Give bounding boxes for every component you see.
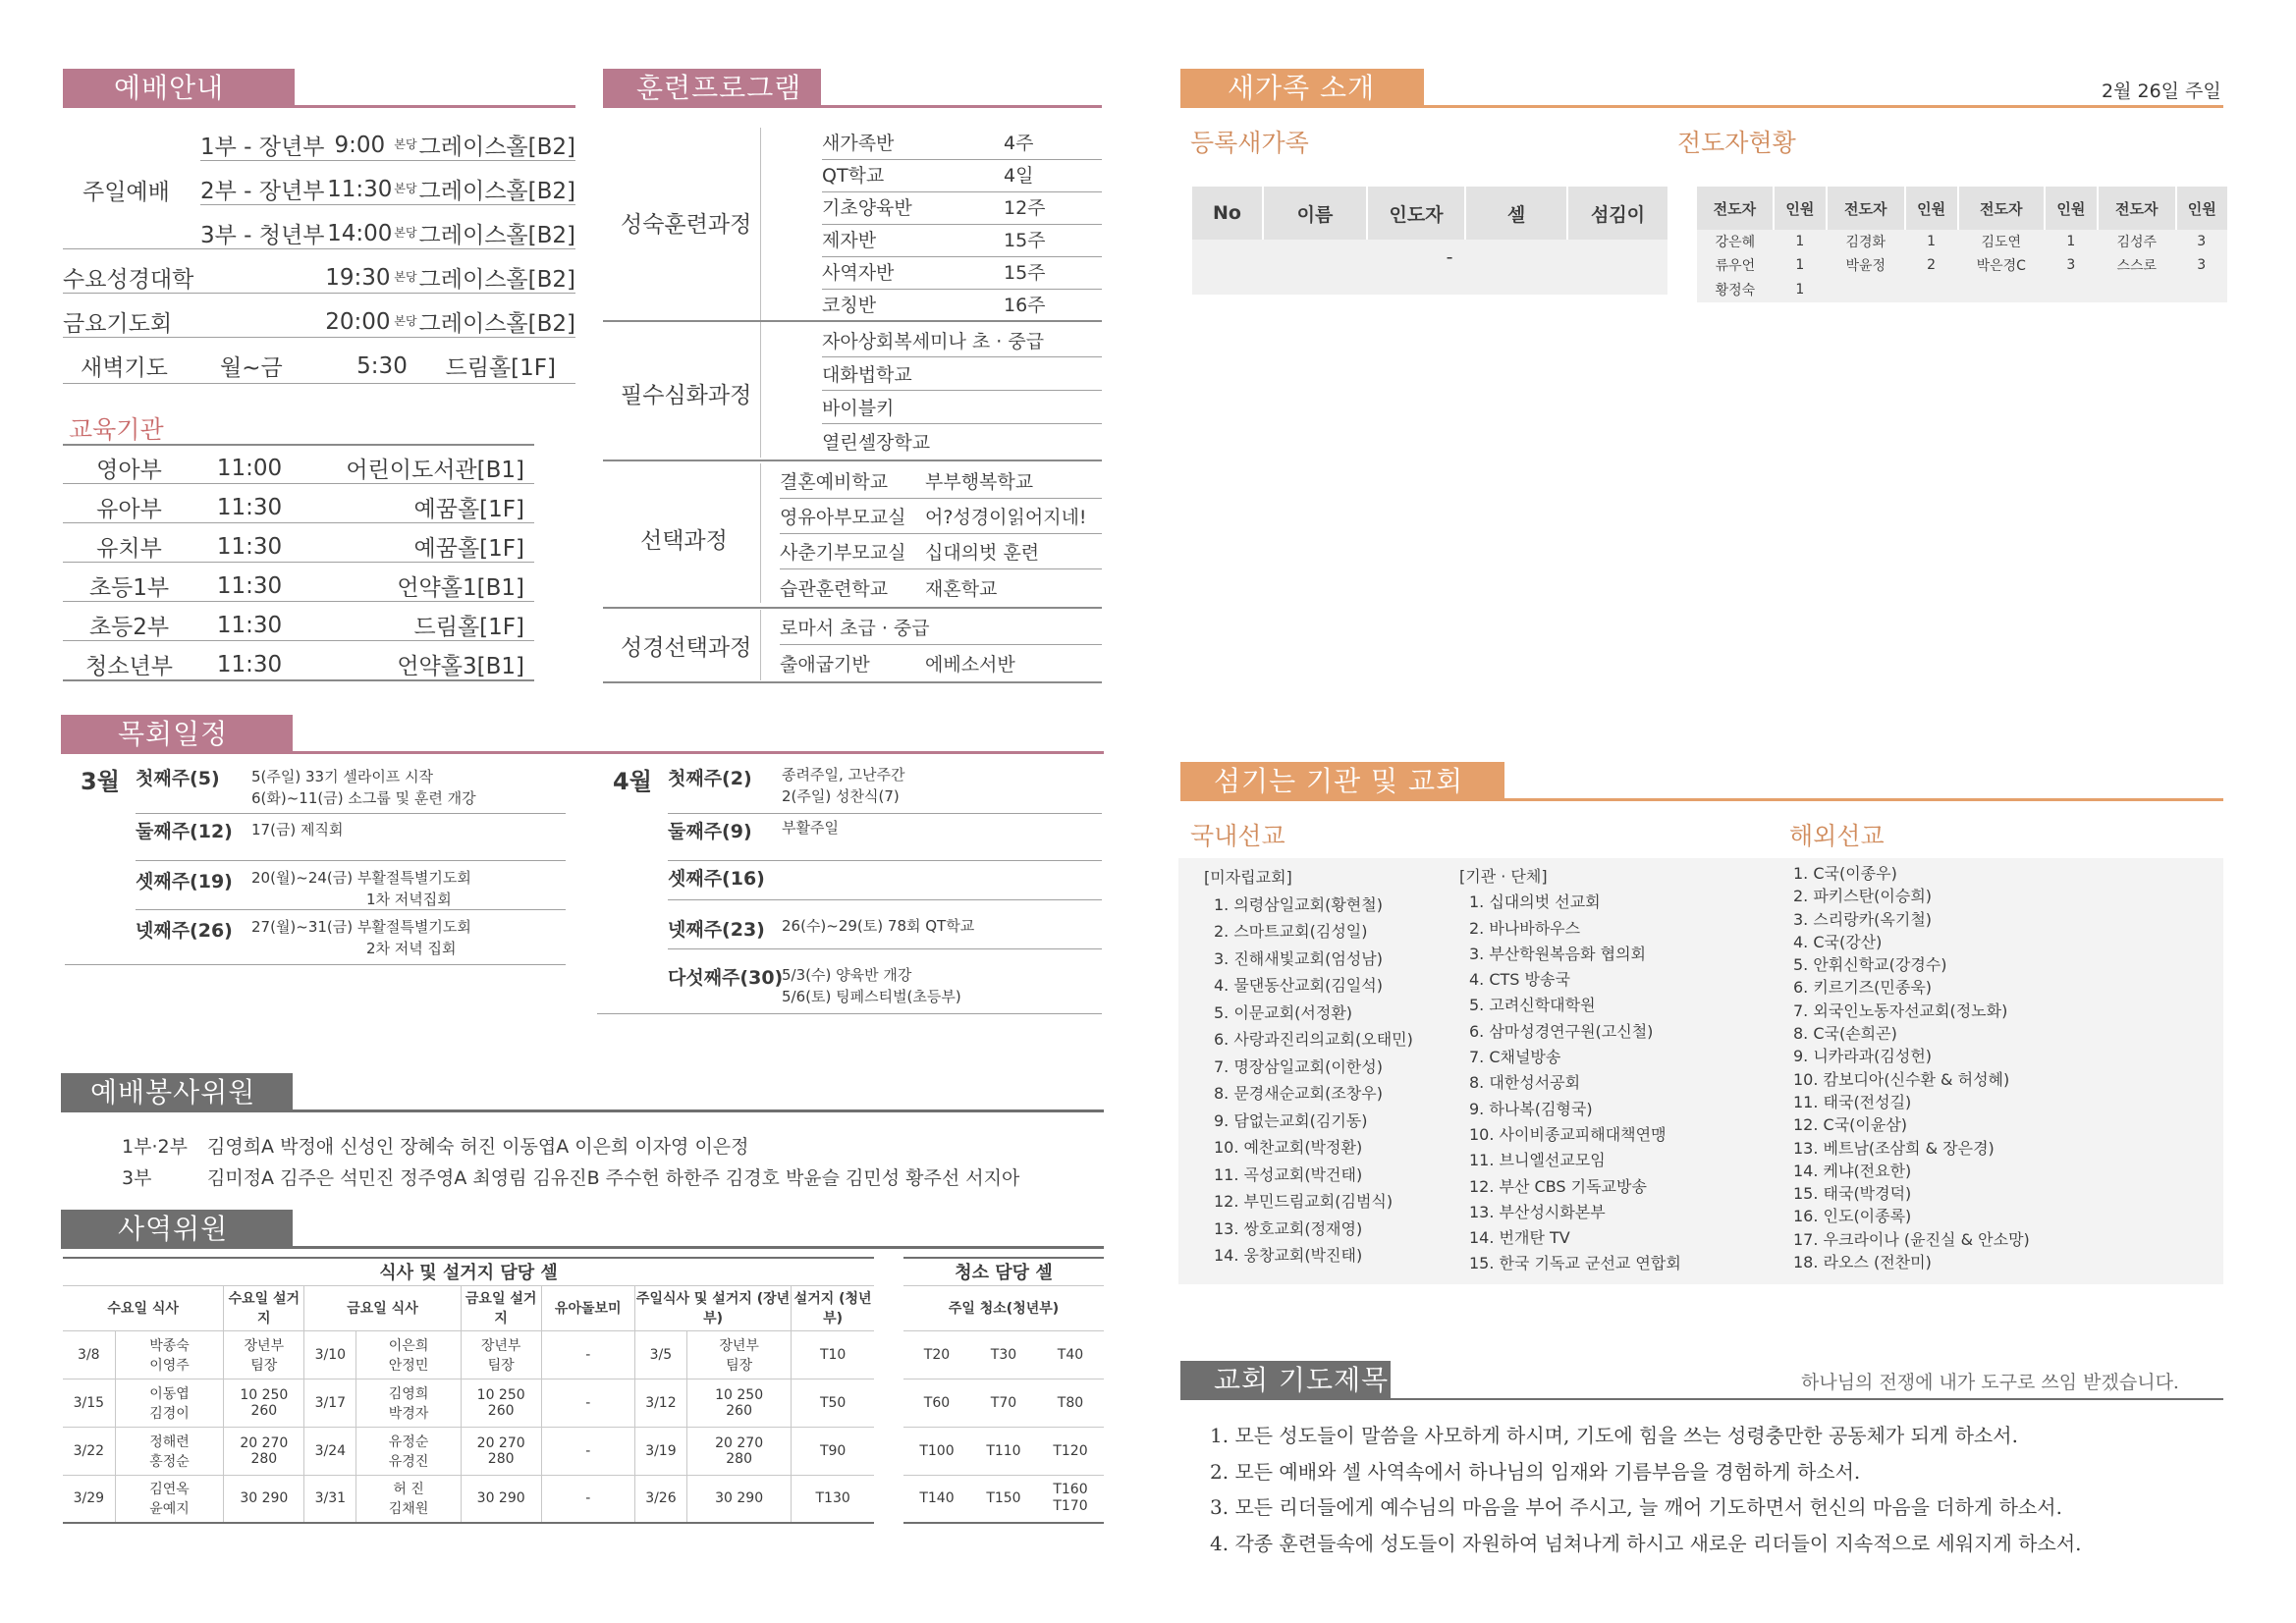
education-row: 초등1부 11:30 언약홀1[B1] <box>88 572 524 601</box>
schedule-event: 5/3(수) 양육반 개강 5/6(토) 팅페스티벌(초등부) <box>782 966 961 1005</box>
training-group-name: 성경선택과정 <box>621 635 752 661</box>
servants-header <box>61 1073 1104 1112</box>
clean-row: T100 T110 T120 <box>903 1427 1104 1475</box>
meal-title: 식사 및 설거지 담당 셀 <box>63 1258 874 1285</box>
prayer-motto: 하나님의 전쟁에 내가 도구로 쓰임 받겠습니다. <box>1801 1372 2179 1393</box>
meal-table: 식사 및 설거지 담당 셀 수요일 식사 수요일 설거지 금요일 식사 금요일 설거지 유아돌보미 주일식사 및 설거지 (장년부) 설거지 (청년부) 3/8 박종숙 이영주 장년부 팀장 3/10 이은희 안정민 장년부 팀장 - 3/5 장년부 팀장 T10 3/15 이동엽 김경이 10 250 260 3/17 김영희 박경자 10 250 260 - 3/12 10 250 260 T50 3/22 정해련 홍정순 20 270 280 3/24 유정순 유경진 20 270 280 - 3/19 20 270 280 T90 3/29 김연옥 윤예지 30 290 3/31 허 진 김채원 30 290 - 3/26 30 290 T130 <box>63 1257 874 1524</box>
schedule-event: 5(주일) 33기 셀라이프 시작 6(화)~11(금) 소그룹 및 훈련 개강 <box>251 768 476 807</box>
worship-row: 1부 - 장년부 9:00 $^{본당}$그레이스홀[B2] <box>200 132 575 160</box>
training-title: 훈련프로그램 <box>603 69 821 108</box>
training-group-items: 새가족반 4주 QT학교 4일 기초양육반 12주 제자반 15주 사역자반 15주 코칭반 16주 <box>822 128 1102 322</box>
ministry-title: 사역위원 <box>61 1210 293 1249</box>
missions-box <box>1178 858 2223 1284</box>
schedule-header <box>61 715 1104 754</box>
worship-row: 금요기도회 20:00 $^{본당}$그레이스홀[B2] <box>63 308 575 337</box>
training-group-items: 결혼예비학교 부부행복학교 영유아부모교실 어?성경이읽어지네! 사춘기부모교실 십대의벗 훈련 습관훈련학교 재혼학교 <box>780 463 1102 605</box>
training-header <box>603 69 1102 108</box>
overseas-title: 해외선교 <box>1789 822 1885 850</box>
education-row: 영아부 11:00 어린이도서관[B1] <box>96 455 524 483</box>
evangelist-row: 강은혜 1 김경화 1 김도연 1 김성주 3 <box>1697 230 2227 253</box>
meal-row: 3/8 박종숙 이영주 장년부 팀장 3/10 이은희 안정민 장년부 팀장 - 3/5 장년부 팀장 T10 <box>63 1330 874 1379</box>
servants-list: 1부·2부 김영희A 박정애 신성인 장혜숙 허진 이동엽A 이은희 이자영 이은정 3부 김미정A 김주은 석민진 정주영A 최영림 김유진B 주수헌 하한주 김경호 박윤슬 김민성 황주선 서지아 <box>122 1136 1020 1189</box>
evangelist-row: 류우언 1 박윤정 2 박은경C 3 스스로 3 <box>1697 253 2227 277</box>
schedule-event: 부활주일 <box>782 819 839 837</box>
prayer-title: 교회 기도제목 <box>1180 1361 1391 1400</box>
evangelist-title: 전도자현황 <box>1677 129 1796 157</box>
clean-row: T20 T30 T40 <box>903 1330 1104 1379</box>
schedule-month: 4월 <box>613 768 652 795</box>
worship-row: 수요성경대학 19:30 $^{본당}$그레이스홀[B2] <box>63 264 575 293</box>
ministry-header <box>61 1210 1104 1249</box>
church-list: [미자립교회] 1. 의령삼일교회(황현철) 2. 스마트교회(김성일) 3. 진해새빛교회(엄성남) 4. 물댄동산교회(김일석) 5. 이문교회(서정환) 6. 사랑과진리의교회(오태민) 7. 명장삼일교회(이한성) 8. 문경새순교회(조창우) 9. 담없는교회(김기동) 10. 예찬교회(박정환) 11. 곡성교회(박건태) 12. 부민드림교회(김범식) 13. 쌍호교회(정재영) 14. 웅창교회(박진태) <box>1204 868 1413 1265</box>
education-row: 유아부 11:30 예꿈홀[1F] <box>96 494 524 522</box>
schedule-event: 종려주일, 고난주간 2(주일) 성찬식(7) <box>782 766 905 805</box>
meal-row: 3/15 이동엽 김경이 10 250 260 3/17 김영희 박경자 10 250 260 - 3/12 10 250 260 T50 <box>63 1379 874 1427</box>
training-group-name: 선택과정 <box>640 528 728 554</box>
newfamily-date: 2월 26일 주일 <box>2102 81 2221 102</box>
clean-row: T140 T150 T160 T170 <box>903 1475 1104 1523</box>
worship-header <box>63 69 575 108</box>
sunday-worship-label: 주일예배 <box>82 180 170 205</box>
registered-title: 등록새가족 <box>1190 129 1309 157</box>
schedule-event: 27(월)~31(금) 부활절특별기도회 2차 저녁 집회 <box>251 918 471 957</box>
org-list: [기관 · 단체] 1. 십대의벗 선교회 2. 바나바하우스 3. 부산학원복음화 협의회 4. CTS 방송국 5. 고려신학대학원 6. 삼마성경연구원(고신철) 7. C채널방송 8. 대한성서공회 9. 하나복(김형국) 10. 사이비종교피해대책연맹 11. 브니엘선교모임 12. 부산 CBS 기독교방송 13. 부산성시화본부 14. 번개탄 TV 15. 한국 기독교 군선교 연합회 <box>1459 867 1681 1273</box>
training-table <box>603 124 1102 683</box>
worship-title: 예배안내 <box>63 69 295 108</box>
newfamily-title: 새가족 소개 <box>1180 69 1424 108</box>
domestic-title: 국내선교 <box>1190 822 1285 850</box>
education-row: 초등2부 11:30 드림홀[1F] <box>88 612 524 640</box>
schedule-april: 4월 첫째주(2) 종려주일, 고난주간 2(주일) 성찬식(7) 둘째주(9) 부활주일 셋째주(16) 넷째주(23) 26(수)~29(토) 78회 QT학교 다섯째주(30) 5/3(수) 양육반 개강 5/6(토) 팅페스티벌(초등부) <box>609 762 1102 1017</box>
meal-row: 3/22 정해련 홍정순 20 270 280 3/24 유정순 유경진 20 270 280 - 3/19 20 270 280 T90 <box>63 1427 874 1475</box>
training-group-items: 로마서 초급 · 중급 출애굽기반 에베소서반 <box>780 610 1102 680</box>
schedule-title: 목회일정 <box>61 715 293 754</box>
training-group-name: 성숙훈련과정 <box>621 212 752 238</box>
training-group-items: 자아상회복세미나 초 · 중급 대화법학교 바이블키 열린셀장학교 <box>822 324 1102 458</box>
evangelist-table: 전도자 인원 전도자 인원 전도자 인원 전도자 인원 강은혜 1 김경화 1 김도연 1 김성주 3 류우언 1 박윤정 2 박은경C 3 스스로 3 황정숙 1 <box>1697 187 2227 302</box>
missions-header <box>1180 762 2223 801</box>
education-row: 청소년부 11:30 언약홀3[B1] <box>85 651 524 679</box>
newfamily-header <box>1180 69 2223 108</box>
prayer-list: 1. 모든 성도들이 말씀을 사모하게 하시며, 기도에 힘을 쓰는 성령충만한 공동체가 되게 하소서. 2. 모든 예배와 셀 사역속에서 하나님의 임재와 기름부음을 경험하게 하소서. 3. 모든 리더들에게 예수님의 마음을 부어 주시고, 늘 깨어 기도하면서 헌신의 마음을 더하게 하소서. 4. 각종 훈련들속에 성도들이 자원하여 넘쳐나게 하시고 새로운 리더들이 지속적으로 세워지게 하소서. <box>1210 1424 2082 1555</box>
worship-row: 새벽기도 월~금 5:30 드림홀[1F] <box>81 352 556 381</box>
registered-table: No 이름 인도자 셀 섬김이 - <box>1192 187 1667 295</box>
missions-title: 섬기는 기관 및 교회 <box>1180 762 1504 801</box>
schedule-event: 20(월)~24(금) 부활절특별기도회 1차 저녁집회 <box>251 869 471 908</box>
evangelist-row: 황정숙 1 <box>1697 277 2227 302</box>
schedule-event: 17(금) 제직회 <box>251 821 344 839</box>
worship-table <box>63 123 575 388</box>
registered-empty: - <box>1446 246 1453 268</box>
overseas-list: 1. C국(이종우) 2. 파키스탄(이승희) 3. 스리랑카(옥기철) 4. C국(강산) 5. 안휘신학교(강경수) 6. 키르기즈(민종욱) 7. 외국인노동자선교회(정노화) 8. C국(손희곤) 9. 니카라과(김성헌) 10. 캄보디아(신수환 & 허성혜) 11. 태국(전성길) 12. C국(이윤삼) 13. 베트남(조삼희 & 장은경) 14. 케냐(전요한) 15. 태국(박경덕) 16. 인도(이종록) 17. 우크라이나 (윤진실 & 안소망) 18. 라오스 (전찬미) <box>1793 864 2030 1272</box>
clean-table: 청소 담당 셀 주일 청소(청년부) T20 T30 T40 T60 T70 T80 T100 T110 T120 T140 T150 T160 T170 <box>903 1257 1104 1524</box>
clean-row: T60 T70 T80 <box>903 1379 1104 1427</box>
servants-title: 예배봉사위원 <box>61 1073 293 1112</box>
schedule-month: 3월 <box>81 768 120 795</box>
education-row: 유치부 11:30 예꿈홀[1F] <box>96 533 524 562</box>
schedule-march: 3월 첫째주(5) 5(주일) 33기 셀라이프 시작 6(화)~11(금) 소그룹 및 훈련 개강 둘째주(12) 17(금) 제직회 셋째주(19) 20(월)~24(금) 부활절특별기도회 1차 저녁집회 넷째주(26) 27(월)~31(금) 부활절특별기도회 2차 저녁 집회 <box>75 762 566 968</box>
meal-row: 3/29 김연옥 윤예지 30 290 3/31 허 진 김채원 30 290 - 3/26 30 290 T130 <box>63 1475 874 1523</box>
schedule-event: 26(수)~29(토) 78회 QT학교 <box>782 917 975 935</box>
education-title: 교육기관 <box>69 415 164 444</box>
worship-row: 3부 - 청년부 14:00 $^{본당}$그레이스홀[B2] <box>200 220 575 248</box>
worship-row: 2부 - 장년부 11:30 $^{본당}$그레이스홀[B2] <box>200 176 575 204</box>
education-table <box>63 444 534 681</box>
clean-title: 청소 담당 셀 <box>903 1258 1104 1285</box>
training-group-name: 필수심화과정 <box>621 383 752 408</box>
